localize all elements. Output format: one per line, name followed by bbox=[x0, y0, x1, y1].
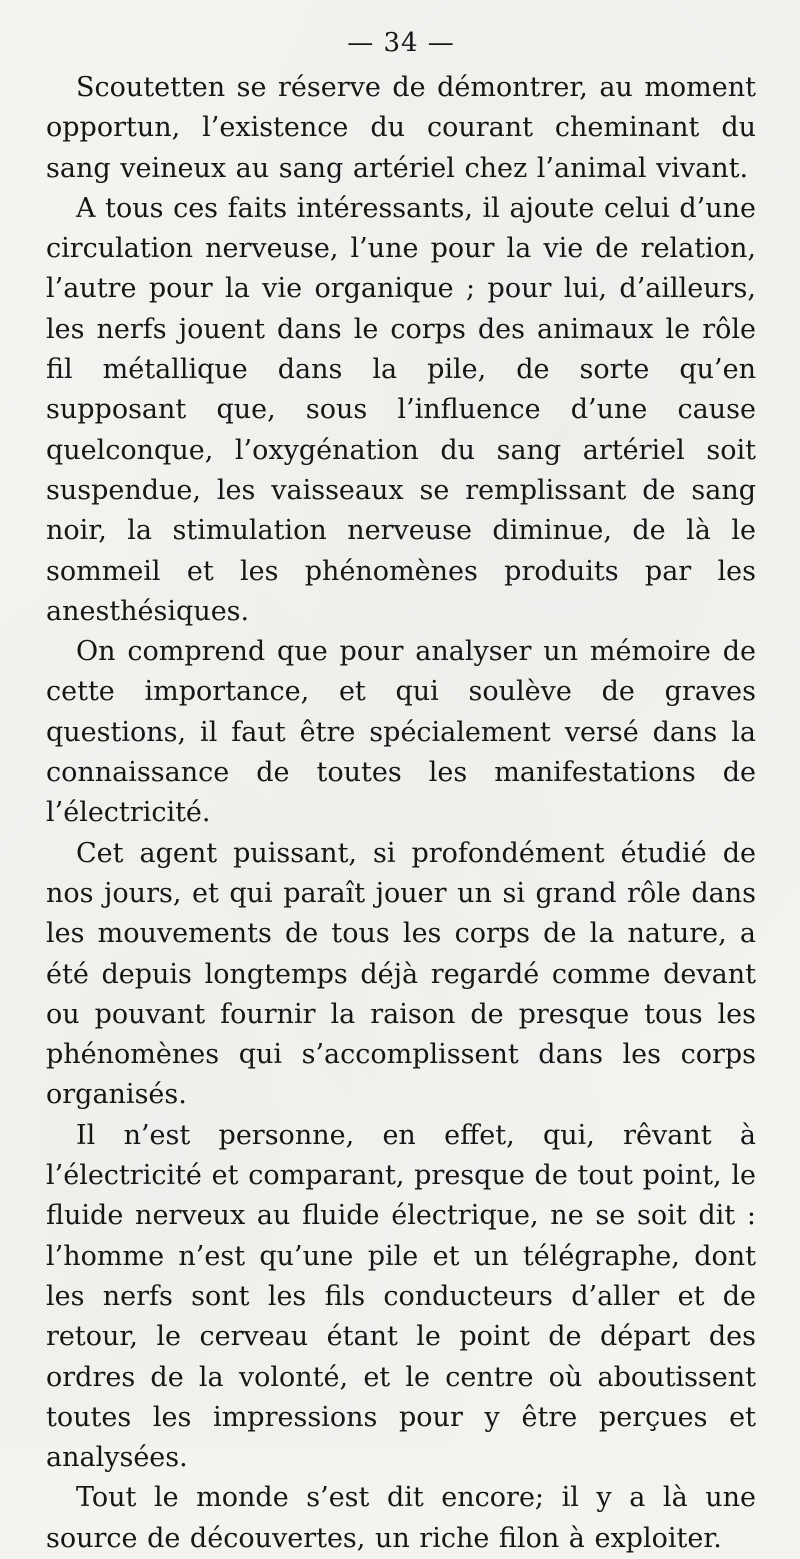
page-number: — 34 — bbox=[347, 28, 455, 58]
paragraph-6: Tout le monde s’est dit encore; il y a là une source de découvertes, un riche filon à exploiter. bbox=[46, 1482, 756, 1554]
paragraph-2: A tous ces faits intéressants, il ajoute celui d’une circulation nerveuse, l’une pour la vie de relation, l’autre pour la vie organique ; pour lui, d’ailleurs, les nerfs jouent dans le corps des animaux le rôle fil métallique dans la pile, de sorte qu’en supposant que, sous l’influence d’une cause quelconque, l’oxygénation du sang artériel soit suspendue, les vaisseaux se remplissant de sang noir, la stimulation nerveuse diminue, de là le sommeil et les phénomènes produits par les anesthésiques. bbox=[46, 192, 756, 627]
paragraph-1: Scoutetten se réserve de démontrer, au moment opportun, l’existence du courant cheminant du sang veineux au sang artériel chez l’animal vivant. bbox=[46, 72, 756, 184]
paragraph-3: On comprend que pour analyser un mémoire de cette importance, et qui soulève de graves questions, il faut être spécialement versé dans la connaissance de toutes les manifestations de l’électricité. bbox=[46, 636, 756, 829]
paragraph-5: Il n’est personne, en effet, qui, rêvant à l’électricité et comparant, presque de tout point, le fluide nerveux au fluide électrique, ne se soit dit : l’homme n’est qu’une pile et un télégraphe, dont les nerfs sont les fils conducteurs d’aller et de retour, le cerveau étant le point de départ des ordres de la volonté, et le centre où aboutissent toutes les impressions pour y être perçues et analysées. bbox=[46, 1119, 756, 1474]
paragraph-4: Cet agent puissant, si profondément étudié de nos jours, et qui paraît jouer un si grand rôle dans les mouvements de tous les corps de la nature, a été depuis longtemps déjà regardé comme devant ou pouvant fournir la raison de presque tous les phénomènes qui s’accomplissent dans les corps organisés. bbox=[46, 837, 756, 1111]
